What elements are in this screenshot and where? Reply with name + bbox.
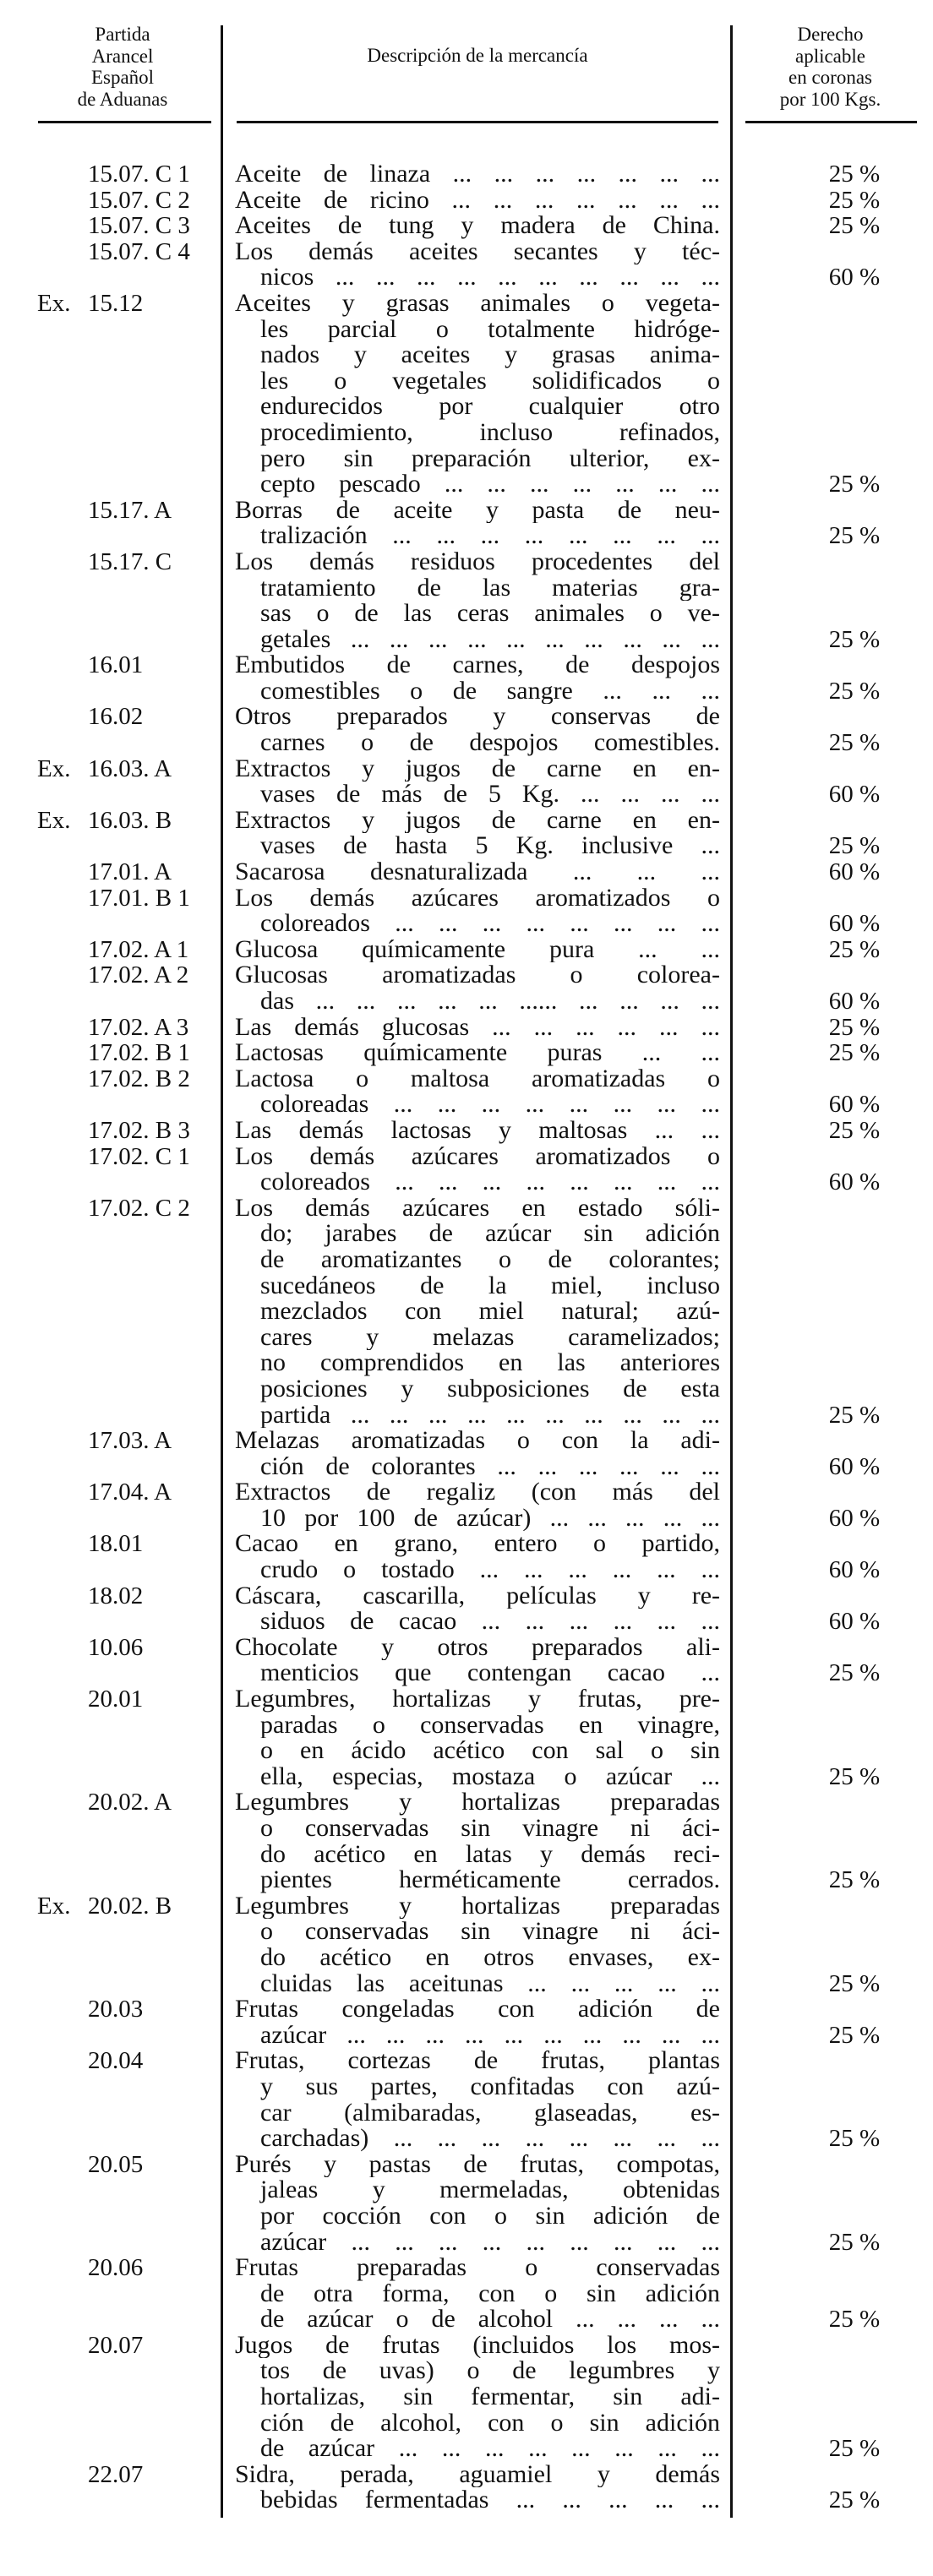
header-line: Derecho bbox=[797, 24, 864, 45]
description-line: Otros preparados y conservas de bbox=[235, 704, 720, 731]
description-line: pero sin preparación ulterior, ex- bbox=[260, 445, 720, 472]
tariff-code-cell bbox=[0, 2048, 221, 2151]
tariff-code-cell bbox=[0, 188, 221, 214]
duty-rate: 25 % bbox=[828, 2021, 881, 2049]
table-row bbox=[0, 704, 933, 755]
table-row bbox=[0, 1893, 933, 1996]
duty-rate: 60 % bbox=[828, 1556, 881, 1584]
tariff-code: 22.07 bbox=[88, 2460, 144, 2488]
table-row bbox=[0, 1789, 933, 1893]
tariff-code: 17.02. A 1 bbox=[88, 935, 189, 963]
description-line: Lactosas químicamente puras ... ... bbox=[235, 1040, 720, 1066]
description-cell bbox=[235, 549, 720, 652]
description-line: do acético en latas y demás reci- bbox=[260, 1841, 720, 1868]
duty-rate: 25 % bbox=[828, 1866, 881, 1894]
description-line: Aceites de tung y madera de China. bbox=[235, 213, 720, 239]
tariff-code: 17.02. C 2 bbox=[88, 1194, 190, 1222]
description-line: Cáscara, cascarilla, películas y re- bbox=[235, 1582, 720, 1609]
duty-rate: 25 % bbox=[828, 2125, 881, 2153]
table-row bbox=[0, 937, 933, 963]
tariff-code-cell bbox=[0, 652, 221, 704]
description-line: comestibles o de sangre ... ... ... bbox=[260, 678, 720, 705]
tariff-code-cell bbox=[0, 213, 221, 239]
table-row bbox=[0, 808, 933, 859]
code-prefix: Ex. bbox=[37, 754, 71, 782]
description-line: getales ... ... ... ... ... ... ... ... ... ... bbox=[260, 626, 720, 653]
tariff-code: 17.02. B 1 bbox=[88, 1039, 190, 1067]
description-cell bbox=[235, 1635, 720, 1686]
duty-rate: 25 % bbox=[828, 186, 881, 214]
description-cell bbox=[235, 1583, 720, 1635]
table-row bbox=[0, 161, 933, 188]
description-line: procedimiento, incluso refinados, bbox=[260, 419, 720, 446]
tariff-code: 10.06 bbox=[88, 1633, 144, 1661]
tariff-code: 17.02. B 2 bbox=[88, 1065, 190, 1092]
tariff-code-cell bbox=[0, 1789, 221, 1893]
description-line: carchadas) ... ... ... ... ... ... ... ... bbox=[260, 2126, 720, 2152]
tariff-code-cell bbox=[0, 291, 221, 498]
description-line: Sidra, perada, aguamiel y demás bbox=[235, 2461, 720, 2488]
header-line: por 100 Kgs. bbox=[779, 88, 881, 110]
table-row bbox=[0, 1479, 933, 1531]
tariff-code-cell bbox=[0, 1996, 221, 2048]
description-cell bbox=[235, 1144, 720, 1195]
description-line: y sus partes, confitadas con azú- bbox=[260, 2073, 720, 2100]
tariff-code: 15.12 bbox=[88, 289, 144, 317]
tariff-code-cell bbox=[0, 885, 221, 937]
description-line: Glucosa químicamente pura ... ... bbox=[235, 936, 720, 963]
duty-rate: 25 % bbox=[828, 161, 881, 188]
duty-rate: 25 % bbox=[828, 2486, 881, 2514]
description-line: Los demás aceites secantes y téc- bbox=[235, 238, 720, 265]
description-cell bbox=[235, 2333, 720, 2462]
description-cell bbox=[235, 2048, 720, 2151]
description-cell bbox=[235, 2462, 720, 2513]
tariff-code: 16.02 bbox=[88, 703, 144, 731]
description-line: coloreados ... ... ... ... ... ... ... ... bbox=[260, 1169, 720, 1195]
description-line: Las demás glucosas ... ... ... ... ... ... bbox=[235, 1014, 720, 1041]
description-line: do; jarabes de azúcar sin adición bbox=[260, 1221, 720, 1247]
description-line: Legumbres y hortalizas preparadas bbox=[235, 1789, 720, 1816]
description-line: azúcar ... ... ... ... ... ... ... ... ... bbox=[260, 2229, 720, 2256]
description-line: Frutas preparadas o conservadas bbox=[235, 2255, 720, 2281]
description-line: das ... ... ... ... ... ...... ... ... ... ... bbox=[260, 988, 720, 1015]
duty-rate: 25 % bbox=[828, 1969, 881, 1997]
table-row bbox=[0, 2333, 933, 2462]
table-row bbox=[0, 2255, 933, 2333]
description-line: do acético en otros envases, ex- bbox=[260, 1944, 720, 1971]
header-line: Arancel bbox=[91, 45, 154, 67]
description-line: les parcial o totalmente hidróge- bbox=[260, 316, 720, 343]
description-cell bbox=[235, 885, 720, 937]
duty-rate: 25 % bbox=[828, 212, 881, 240]
description-line: Extractos de regaliz (con más del bbox=[235, 1479, 720, 1506]
description-line: Los demás azúcares aromatizados o bbox=[235, 1143, 720, 1170]
tariff-code-cell bbox=[0, 1195, 221, 1428]
duty-rate: 25 % bbox=[828, 2228, 881, 2256]
tariff-code: 17.04. A bbox=[88, 1479, 172, 1506]
description-line: o conservadas sin vinagre ni áci- bbox=[260, 1919, 720, 1945]
description-line: cepto pescado ... ... ... ... ... ... ... bbox=[260, 471, 720, 498]
tariff-code-cell bbox=[0, 859, 221, 885]
code-prefix: Ex. bbox=[37, 1892, 71, 1920]
description-line: coloreadas ... ... ... ... ... ... ... ... bbox=[260, 1092, 720, 1118]
tariff-code: 16.01 bbox=[88, 651, 144, 679]
description-line: nicos ... ... ... ... ... ... ... ... ... ... bbox=[260, 264, 720, 291]
table-row bbox=[0, 2152, 933, 2255]
header-line: Español bbox=[90, 67, 155, 88]
duty-rate: 60 % bbox=[828, 1608, 881, 1636]
tariff-code: 15.07. C 4 bbox=[88, 237, 190, 265]
tariff-code-cell bbox=[0, 1015, 221, 1041]
tariff-code-cell bbox=[0, 161, 221, 188]
tariff-code: 15.17. A bbox=[88, 496, 172, 524]
description-line: Extractos y jugos de carne en en- bbox=[235, 755, 720, 782]
header-line: Partida bbox=[95, 24, 150, 45]
description-line: de aromatizantes o de colorantes; bbox=[260, 1246, 720, 1273]
description-cell bbox=[235, 937, 720, 963]
tariff-code-cell bbox=[0, 1428, 221, 1479]
tariff-code: 17.02. A 3 bbox=[88, 1013, 189, 1041]
header-partida bbox=[34, 24, 211, 110]
tariff-code-cell bbox=[0, 937, 221, 963]
description-line: coloreados ... ... ... ... ... ... ... ... bbox=[260, 911, 720, 937]
table-row bbox=[0, 549, 933, 652]
description-line: jaleas y mermeladas, obtenidas bbox=[260, 2177, 720, 2203]
description-cell bbox=[235, 1066, 720, 1118]
tariff-code: 20.05 bbox=[88, 2150, 144, 2178]
description-line: vases de más de 5 Kg. ... ... ... ... bbox=[260, 782, 720, 808]
duty-rate: 25 % bbox=[828, 625, 881, 653]
description-line: Aceites y grasas animales o vegeta- bbox=[235, 290, 720, 317]
description-cell bbox=[235, 1195, 720, 1428]
description-cell bbox=[235, 2152, 720, 2255]
tariff-code-cell bbox=[0, 1635, 221, 1686]
description-line: crudo o tostado ... ... ... ... ... ... bbox=[260, 1557, 720, 1583]
description-line: siduos de cacao ... ... ... ... ... ... bbox=[260, 1609, 720, 1635]
duty-rate: 25 % bbox=[828, 729, 881, 757]
tariff-code-cell bbox=[0, 808, 221, 859]
description-line: Sacarosa desnaturalizada ... ... ... bbox=[235, 859, 720, 885]
table-body bbox=[0, 161, 933, 2513]
duty-rate: 25 % bbox=[828, 677, 881, 705]
tariff-code: 15.07. C 2 bbox=[88, 186, 190, 214]
description-line: menticios que contengan cacao ... bbox=[260, 1660, 720, 1687]
header-rule bbox=[745, 121, 917, 123]
tariff-code-cell bbox=[0, 1893, 221, 1996]
table-row bbox=[0, 213, 933, 239]
description-cell bbox=[235, 2255, 720, 2333]
description-line: Frutas congeladas con adición de bbox=[235, 1996, 720, 2023]
tariff-code: 20.06 bbox=[88, 2254, 144, 2282]
tariff-code: 17.01. B 1 bbox=[88, 884, 190, 912]
tariff-code-cell bbox=[0, 2152, 221, 2255]
description-line: ción de alcohol, con o sin adición bbox=[260, 2410, 720, 2437]
tariff-code: 16.03. B bbox=[88, 806, 172, 834]
description-line: sucedáneos de la miel, incluso bbox=[260, 1272, 720, 1299]
description-cell bbox=[235, 1015, 720, 1041]
description-line: no comprendidos en las anteriores bbox=[260, 1350, 720, 1376]
table-row bbox=[0, 2048, 933, 2151]
description-cell bbox=[235, 652, 720, 704]
code-prefix: Ex. bbox=[37, 289, 71, 317]
table-row bbox=[0, 756, 933, 808]
table-row bbox=[0, 1531, 933, 1582]
description-line: por cocción con o sin adición de bbox=[260, 2203, 720, 2230]
description-cell bbox=[235, 498, 720, 549]
tariff-code-cell bbox=[0, 1479, 221, 1531]
tariff-code: 17.02. B 3 bbox=[88, 1116, 190, 1144]
description-cell bbox=[235, 1893, 720, 1996]
duty-rate: 25 % bbox=[828, 1116, 881, 1144]
header-rule bbox=[237, 121, 718, 123]
duty-rate: 60 % bbox=[828, 264, 881, 291]
tariff-code-cell bbox=[0, 1583, 221, 1635]
tariff-code: 20.03 bbox=[88, 1996, 144, 2023]
description-line: cares y melazas caramelizados; bbox=[260, 1324, 720, 1351]
table-row bbox=[0, 859, 933, 885]
duty-rate: 60 % bbox=[828, 1091, 881, 1119]
description-cell bbox=[235, 808, 720, 859]
tariff-code-cell bbox=[0, 2462, 221, 2513]
description-line: posiciones y subposiciones de esta bbox=[260, 1375, 720, 1402]
description-line: car (almibaradas, glaseadas, es- bbox=[260, 2099, 720, 2127]
description-cell bbox=[235, 213, 720, 239]
duty-rate: 60 % bbox=[828, 910, 881, 938]
description-cell bbox=[235, 239, 720, 291]
tariff-code: 15.17. C bbox=[88, 547, 172, 575]
description-line: vases de hasta 5 Kg. inclusive ... bbox=[260, 833, 720, 860]
description-line: de azúcar o de alcohol ... ... ... ... bbox=[260, 2306, 720, 2333]
header-descripcion: Descripción de la mercancía bbox=[367, 45, 588, 66]
description-line: Extractos y jugos de carne en en- bbox=[235, 807, 720, 834]
description-cell bbox=[235, 161, 720, 188]
duty-rate: 25 % bbox=[828, 832, 881, 860]
tariff-code: 17.02. A 2 bbox=[88, 961, 189, 989]
description-line: hortalizas, sin fermentar, sin adi- bbox=[260, 2384, 720, 2410]
tariff-code: 17.03. A bbox=[88, 1427, 172, 1455]
description-line: endurecidos por cualquier otro bbox=[260, 394, 720, 420]
description-line: Glucosas aromatizadas o colorea- bbox=[235, 962, 720, 988]
tariff-code-cell bbox=[0, 704, 221, 755]
description-line: Aceite de ricino ... ... ... ... ... ... ... bbox=[235, 187, 720, 214]
tariff-code-cell bbox=[0, 498, 221, 549]
duty-rate: 25 % bbox=[828, 1401, 881, 1429]
description-line: Embutidos de carnes, de despojos bbox=[235, 652, 720, 678]
description-line: Melazas aromatizadas o con la adi- bbox=[235, 1428, 720, 1454]
description-line: cluidas las aceitunas ... ... ... ... ... bbox=[260, 1970, 720, 1997]
table-row bbox=[0, 1040, 933, 1066]
duty-rate: 25 % bbox=[828, 1762, 881, 1790]
duty-rate: 60 % bbox=[828, 1452, 881, 1480]
description-line: tos de uvas) o de legumbres y bbox=[260, 2358, 720, 2385]
description-cell bbox=[235, 1040, 720, 1066]
tariff-code-cell bbox=[0, 1144, 221, 1195]
duty-rate: 25 % bbox=[828, 935, 881, 963]
table-row bbox=[0, 1635, 933, 1686]
table-row bbox=[0, 1428, 933, 1479]
description-line: Aceite de linaza ... ... ... ... ... ... ... bbox=[235, 161, 720, 188]
description-line: nados y aceites y grasas anima- bbox=[260, 342, 720, 368]
duty-rate: 25 % bbox=[828, 2435, 881, 2463]
description-line: Las demás lactosas y maltosas ... ... bbox=[235, 1117, 720, 1144]
description-line: les o vegetales solidificados o bbox=[260, 368, 720, 395]
description-line: de otra forma, con o sin adición bbox=[260, 2280, 720, 2307]
tariff-code-cell bbox=[0, 1531, 221, 1582]
header-line: aplicable bbox=[794, 45, 865, 67]
duty-rate: 60 % bbox=[828, 858, 881, 886]
tariff-code: 20.04 bbox=[88, 2047, 144, 2075]
description-cell bbox=[235, 1686, 720, 1789]
description-cell bbox=[235, 1428, 720, 1479]
table-row bbox=[0, 498, 933, 549]
tariff-code-cell bbox=[0, 2255, 221, 2333]
table-row bbox=[0, 1195, 933, 1428]
tariff-code-cell bbox=[0, 1118, 221, 1144]
tariff-code: 20.01 bbox=[88, 1686, 144, 1713]
table-row bbox=[0, 1996, 933, 2048]
description-line: Frutas, cortezas de frutas, plantas bbox=[235, 2048, 720, 2074]
table-row bbox=[0, 1066, 933, 1118]
tariff-code-cell bbox=[0, 239, 221, 291]
description-cell bbox=[235, 1118, 720, 1144]
description-cell bbox=[235, 1479, 720, 1531]
header-line: en coronas bbox=[788, 67, 872, 88]
duty-rate: 60 % bbox=[828, 988, 881, 1015]
description-line: pientes herméticamente cerrados. bbox=[260, 1867, 720, 1893]
table-row bbox=[0, 962, 933, 1014]
code-prefix: Ex. bbox=[37, 806, 71, 834]
description-cell bbox=[235, 188, 720, 214]
duty-rate: 25 % bbox=[828, 2306, 881, 2334]
description-line: ción de colorantes ... ... ... ... ... ... bbox=[260, 1453, 720, 1480]
description-line: Cacao en grano, entero o partido, bbox=[235, 1531, 720, 1558]
header-rule bbox=[38, 121, 211, 123]
description-line: Chocolate y otros preparados ali- bbox=[235, 1634, 720, 1661]
description-line: Purés y pastas de frutas, compotas, bbox=[235, 2151, 720, 2178]
duty-rate: 60 % bbox=[828, 1504, 881, 1532]
description-cell bbox=[235, 1789, 720, 1893]
tariff-code-cell bbox=[0, 1066, 221, 1118]
tariff-code-cell bbox=[0, 549, 221, 652]
description-line: de azúcar ... ... ... ... ... ... ... ... bbox=[260, 2436, 720, 2462]
table-row bbox=[0, 1144, 933, 1195]
description-line: paradas o conservadas en vinagre, bbox=[260, 1712, 720, 1739]
description-line: mezclados con miel natural; azú- bbox=[260, 1299, 720, 1325]
tariff-code: 15.07. C 3 bbox=[88, 212, 190, 240]
description-cell bbox=[235, 291, 720, 498]
duty-rate: 25 % bbox=[828, 1039, 881, 1067]
tariff-code-cell bbox=[0, 2333, 221, 2462]
tariff-code: 18.01 bbox=[88, 1530, 144, 1558]
description-line: Borras de aceite y pasta de neu- bbox=[235, 497, 720, 524]
description-line: ella, especias, mostaza o azúcar ... bbox=[260, 1763, 720, 1790]
table-row bbox=[0, 291, 933, 498]
header-line: de Aduanas bbox=[77, 88, 168, 110]
description-line: tralización ... ... ... ... ... ... ... ... bbox=[260, 523, 720, 549]
description-line: Legumbres y hortalizas preparadas bbox=[235, 1893, 720, 1920]
table-row bbox=[0, 188, 933, 214]
description-cell bbox=[235, 704, 720, 755]
duty-rate: 60 % bbox=[828, 781, 881, 809]
table-row bbox=[0, 2462, 933, 2513]
description-line: sas o de las ceras animales o ve- bbox=[260, 601, 720, 627]
tariff-code-cell bbox=[0, 1040, 221, 1066]
tariff-code: 18.02 bbox=[88, 1582, 144, 1609]
tariff-code: 15.07. C 1 bbox=[88, 161, 190, 188]
description-line: 10 por 100 de azúcar) ... ... ... ... ... bbox=[260, 1505, 720, 1532]
table-row bbox=[0, 1118, 933, 1144]
table-row bbox=[0, 239, 933, 291]
duty-rate: 25 % bbox=[828, 1013, 881, 1041]
description-cell bbox=[235, 756, 720, 808]
description-line: tratamiento de las materias gra- bbox=[260, 575, 720, 602]
description-line: carnes o de despojos comestibles. bbox=[260, 730, 720, 756]
description-line: o conservadas sin vinagre ni áci- bbox=[260, 1816, 720, 1842]
tariff-code: 20.02. A bbox=[88, 1789, 172, 1816]
tariff-code-cell bbox=[0, 756, 221, 808]
duty-rate: 25 % bbox=[828, 522, 881, 550]
description-cell bbox=[235, 1996, 720, 2048]
description-line: o en ácido acético con sal o sin bbox=[260, 1738, 720, 1764]
description-cell bbox=[235, 1531, 720, 1582]
duty-rate: 25 % bbox=[828, 1659, 881, 1687]
description-line: Legumbres, hortalizas y frutas, pre- bbox=[235, 1686, 720, 1713]
description-cell bbox=[235, 962, 720, 1014]
duty-rate: 60 % bbox=[828, 1168, 881, 1196]
description-line: partida ... ... ... ... ... ... ... ... ... ... bbox=[260, 1402, 720, 1429]
description-line: Los demás azúcares aromatizados o bbox=[235, 885, 720, 912]
tariff-code: 17.01. A bbox=[88, 858, 172, 886]
description-line: azúcar ... ... ... ... ... ... ... ... ... ... bbox=[260, 2022, 720, 2049]
table-row bbox=[0, 885, 933, 937]
table-row bbox=[0, 652, 933, 704]
tariff-code: 20.07 bbox=[88, 2331, 144, 2359]
description-line: bebidas fermentadas ... ... ... ... ... bbox=[260, 2487, 720, 2514]
header-derecho bbox=[744, 24, 917, 110]
description-line: Jugos de frutas (incluidos los mos- bbox=[235, 2332, 720, 2359]
table-row bbox=[0, 1015, 933, 1041]
table-row bbox=[0, 1583, 933, 1635]
tariff-code: 20.02. B bbox=[88, 1892, 172, 1920]
tariff-code: 16.03. A bbox=[88, 754, 172, 782]
description-line: Los demás residuos procedentes del bbox=[235, 548, 720, 575]
description-line: Los demás azúcares en estado sóli- bbox=[235, 1195, 720, 1222]
duty-rate: 25 % bbox=[828, 471, 881, 498]
tariff-code-cell bbox=[0, 962, 221, 1014]
tariff-code: 17.02. C 1 bbox=[88, 1142, 190, 1170]
description-line: Lactosa o maltosa aromatizadas o bbox=[235, 1065, 720, 1092]
description-cell bbox=[235, 859, 720, 885]
table-row bbox=[0, 1686, 933, 1789]
tariff-code-cell bbox=[0, 1686, 221, 1789]
